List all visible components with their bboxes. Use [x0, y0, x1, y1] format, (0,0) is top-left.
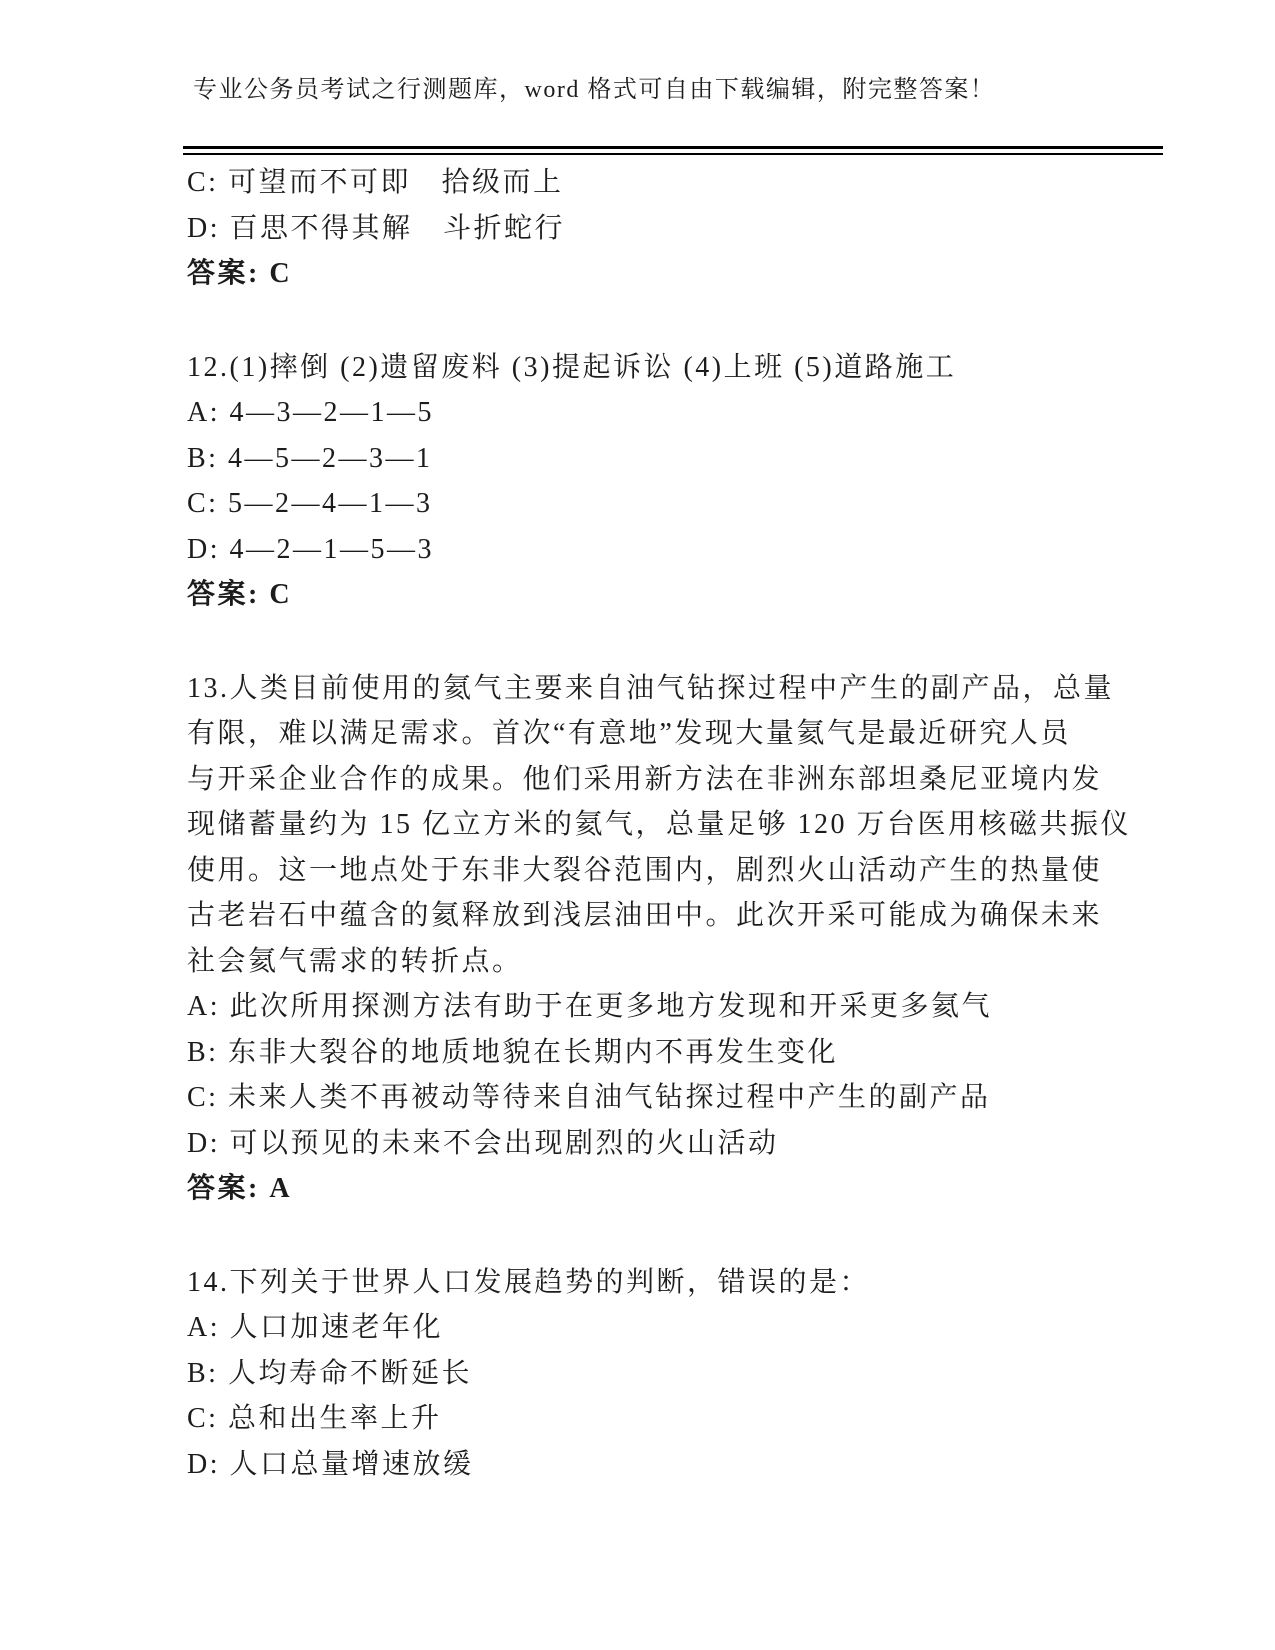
question-text-line: 14.下列关于世界人口发展趋势的判断，错误的是：	[187, 1266, 871, 1298]
answer-line: 答案: C	[187, 579, 293, 610]
document-content	[187, 160, 1187, 1487]
page-header-text: 专业公务员考试之行测题库，word 格式可自由下载编辑，附完整答案！	[193, 77, 996, 103]
answer-line: 答案: C	[187, 258, 293, 289]
option-line: D: 百思不得其解 斗折蛇行	[187, 212, 566, 244]
option-line: B: 人均寿命不断延长	[187, 1357, 472, 1389]
question-text-line: 与开采企业合作的成果。他们采用新方法在非洲东部坦桑尼亚境内发	[187, 763, 1103, 795]
option-line: C: 可望而不可即 拾级而上	[187, 167, 564, 198]
option-line: A: 4—3—2—1—5	[187, 397, 434, 428]
question-text-line: 12.(1)摔倒 (2)遗留废料 (3)提起诉讼 (4)上班 (5)道路施工	[187, 351, 957, 383]
question-block	[187, 160, 1187, 297]
option-line: C: 总和出生率上升	[187, 1403, 442, 1434]
option-line: C: 未来人类不再被动等待来自油气钻探过程中产生的副产品	[187, 1082, 991, 1113]
option-line: D: 人口总量增速放缓	[187, 1448, 474, 1480]
question-text-line: 古老岩石中蕴含的氦释放到浅层油田中。此次开采可能成为确保未来	[187, 900, 1103, 931]
option-line: B: 4—5—2—3—1	[187, 442, 433, 474]
option-line: C: 5—2—4—1—3	[187, 488, 433, 519]
option-line: D: 可以预见的未来不会出现剧烈的火山活动	[187, 1127, 779, 1159]
option-line: B: 东非大裂谷的地质地貌在长期内不再发生变化	[187, 1036, 838, 1068]
option-line: A: 此次所用探测方法有助于在更多地方发现和开采更多氦气	[187, 991, 993, 1022]
question-text-line: 现储蓄量约为 15 亿立方米的氦气，总量足够 120 万台医用核磁共振仪	[187, 809, 1132, 840]
question-block	[187, 1260, 1187, 1488]
answer-line: 答案: A	[187, 1173, 293, 1204]
question-text-line: 社会氦气需求的转折点。	[187, 945, 523, 977]
option-line: A: 人口加速老年化	[187, 1312, 444, 1343]
question-text-line: 有限，难以满足需求。首次“有意地”发现大量氦气是最近研究人员	[187, 718, 1071, 749]
option-line: D: 4—2—1—5—3	[187, 533, 434, 565]
question-block	[187, 345, 1187, 618]
header-divider-rule	[183, 146, 1163, 155]
question-text-line: 使用。这一地点处于东非大裂谷范围内，剧烈火山活动产生的热量使	[187, 854, 1103, 886]
question-text-line: 13.人类目前使用的氦气主要来自油气钻探过程中产生的副产品，总量	[187, 672, 1115, 704]
question-block	[187, 666, 1187, 1212]
